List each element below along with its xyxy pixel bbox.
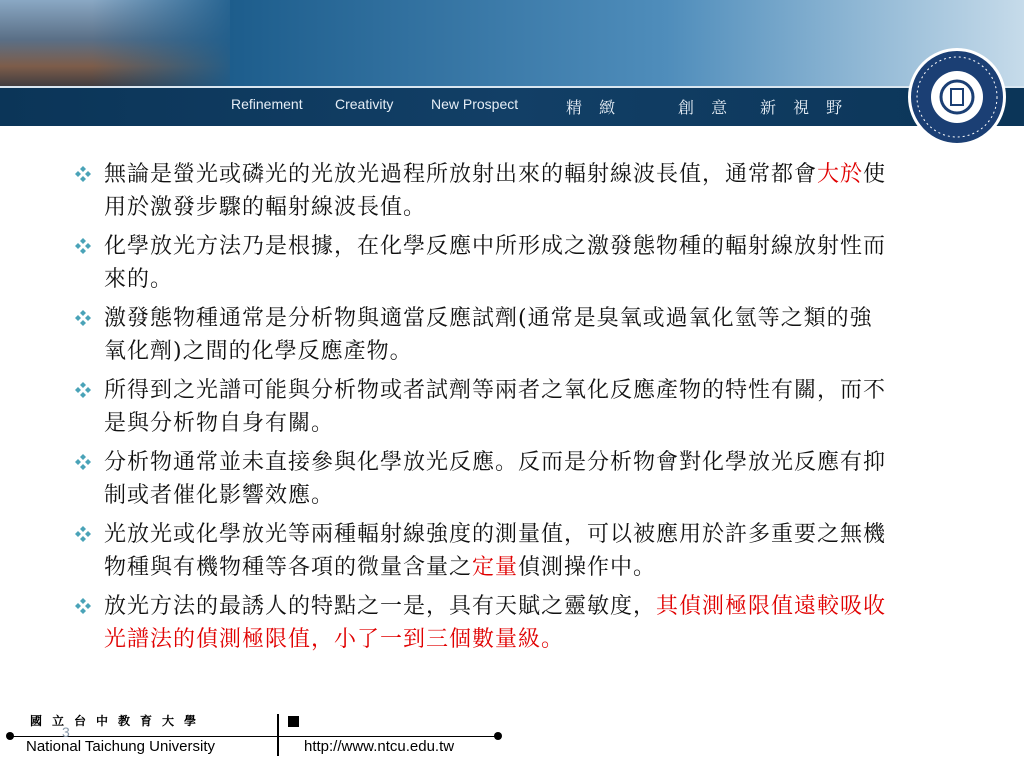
- bullet-text: 化學放光方法乃是根據，在化學反應中所形成之激發態物種的輻射線放射性而來的。: [104, 234, 887, 292]
- bullet-item: [74, 158, 894, 224]
- bullet-item: [74, 302, 894, 368]
- footer-dot-left-icon: [6, 732, 14, 740]
- diamond-bullet-icon: [74, 165, 92, 183]
- footer-divider: [277, 714, 279, 756]
- footer-rule: [8, 736, 498, 737]
- bullet-list: [74, 158, 894, 662]
- slogan-new-prospect: New Prospect: [431, 96, 519, 112]
- footer-dot-right-icon: [494, 732, 502, 740]
- bullet-item: [74, 446, 894, 512]
- bullet-text: 定量: [472, 555, 519, 580]
- bullet-item: [74, 230, 894, 296]
- bullet-item: [74, 518, 894, 584]
- slogan-cn-creativity: 創 意: [678, 98, 734, 117]
- header-gradient: [230, 0, 1024, 88]
- footer-url-link[interactable]: http://www.ntcu.edu.tw: [304, 738, 455, 755]
- header-photo: [0, 0, 230, 88]
- bullet-text: 分析物通常並未直接參與化學放光反應。反而是分析物會對化學放光反應有抑制或者催化影響效應。: [104, 450, 887, 508]
- footer-university-cn: 國立台中教育大學: [30, 714, 207, 728]
- diamond-bullet-icon: [74, 309, 92, 327]
- diamond-bullet-icon: [74, 453, 92, 471]
- page-number: 3: [62, 724, 70, 740]
- diamond-bullet-icon: [74, 597, 92, 615]
- slogan-creativity: Creativity: [335, 96, 394, 112]
- slogan-refinement: Refinement: [231, 96, 303, 112]
- diamond-bullet-icon: [74, 237, 92, 255]
- header-banner: [0, 0, 1024, 126]
- footer-square-icon: [288, 716, 299, 727]
- bullet-item: [74, 374, 894, 440]
- bullet-text: 其偵測極限值遠較吸收光譜法的偵測極限值，小了一到三個數量級。: [104, 594, 887, 652]
- bullet-text: 光放光或化學放光等兩種輻射線強度的測量值，可以被應用於許多重要之無機物種與有機物種等各項的微量含量之: [104, 522, 887, 580]
- bullet-text: 放光方法的最誘人的特點之一是，具有天賦之靈敏度，: [104, 594, 657, 619]
- diamond-bullet-icon: [74, 525, 92, 543]
- bullet-text: 激發態物種通常是分析物與適當反應試劑(通常是臭氧或過氧化氫等之類的強氧化劑)之間的化學反應產物。: [104, 306, 873, 364]
- diamond-bullet-icon: [74, 381, 92, 399]
- bullet-text: 所得到之光譜可能與分析物或者試劑等兩者之氧化反應產物的特性有關，而不是與分析物自身有關。: [104, 378, 887, 436]
- slogan-cn-new-prospect: 新 視 野: [760, 98, 849, 117]
- bullet-text: 偵測操作中。: [518, 555, 657, 580]
- slogan-cn-refinement: 精 緻: [566, 98, 622, 117]
- seal-ring-icon: [911, 51, 1003, 143]
- university-seal-icon: [908, 48, 1006, 146]
- bullet-text: 使用於激發步驟的輻射線波長值。: [104, 162, 887, 220]
- bullet-item: [74, 590, 894, 656]
- footer-university-en: National Taichung University: [26, 738, 215, 755]
- bullet-text: 大於: [817, 162, 864, 187]
- bullet-text: 無論是螢光或磷光的光放光過程所放射出來的輻射線波長值，通常都會: [104, 162, 818, 187]
